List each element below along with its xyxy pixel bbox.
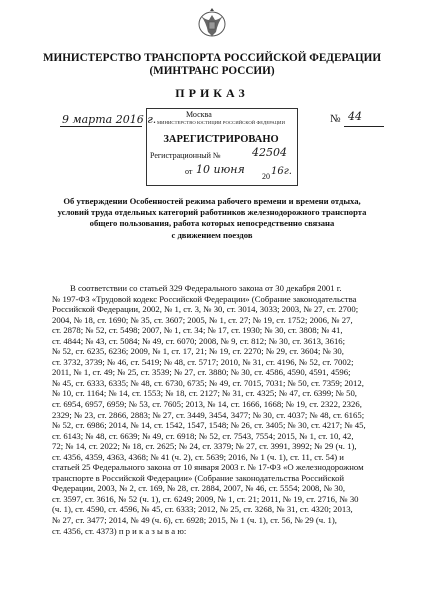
body-line: ст. 6143; № 48, ст. 6639; № 49, ст. 6918; № 52, ст. 7543, 7554; 2015, № 1, ст. 10, 42, [52, 430, 354, 441]
document-body [52, 283, 392, 536]
stamp-reg-label: Регистрационный № [150, 151, 221, 160]
signature-date: 9 марта 2016 г. [62, 113, 157, 126]
body-line: 2011, № 1, ст. 49; № 25, ст. 3539; № 27, ст. 3880; № 30, ст. 4586, 4590, 4591, 4596; [52, 367, 351, 378]
stamp-city: Москва [186, 110, 212, 119]
stamp-reg-number: 42504 [252, 146, 287, 159]
stamp-registered: ЗАРЕГИСТРИРОВАНО [163, 134, 279, 145]
body-line: ст. 3732, 3739; № 46, ст. 5419; № 48, ст. 5717; 2010, № 31, ст. 4196, № 52, ст. 7002; [52, 356, 354, 367]
number-label: № [330, 113, 341, 125]
state-emblem-icon [197, 6, 227, 40]
body-line: 2329; № 23, ст. 2866, 2883; № 27, ст. 3449, 3454, 3477; № 30, ст. 4037; № 48, ст. 6165; [52, 409, 365, 420]
body-line: В соответствии со статьей 329 Федерального закона от 30 декабря 2001 г. [70, 283, 342, 293]
body-line: № 52, ст. 6235, 6236; 2009, № 1, ст. 17, 21; № 19, ст. 2270; № 29, ст. 3604; № 30, [52, 346, 344, 357]
stamp-from-label: от [185, 167, 193, 176]
body-line: ст. 4844; № 43, ст. 5084; № 49, ст. 6070; 2008, № 9, ст. 812; № 30, ст. 3613, 3616; [52, 335, 346, 346]
title-line: общего пользования, работа которых непосредственно связана [89, 218, 335, 229]
body-line: Федерации, 2003, № 2, ст. 169, № 28, ст. 2884, 2007, № 46, ст. 5554; 2008, № 30, [52, 483, 346, 494]
ministry-name [0, 52, 424, 78]
body-line: № 45, ст. 6333, 6335; № 48, ст. 6730, 6735; № 49, ст. 7015, 7031; № 50, ст. 7359; 2012, [52, 377, 364, 388]
body-line: ст. 4356, ст. 4373) п р и к а з ы в а ю: [52, 525, 187, 536]
doc-type: ПРИКАЗ [175, 86, 249, 100]
body-line: № 27, ст. 3477; 2014, № 49 (ч. 6), ст. 6928; 2015, № 1 (ч. 1), ст. 56, № 29 (ч. 1), [52, 515, 337, 526]
title-line: Об утверждении Особенностей режима рабочего времени и времени отдыха, [63, 196, 361, 206]
body-line: ст. 2878; № 52, ст. 5498; 2007, № 1, ст. 34; № 17, ст. 1930; № 30, ст. 3808; № 41, [52, 325, 343, 336]
stamp-year-prefix: 20 [262, 172, 270, 181]
document-title [30, 196, 394, 241]
body-line: Российской Федерации, 2002, № 1, ст. 3, № 30, ст. 3014, 3033; 2003, № 27, ст. 2700; [52, 304, 359, 315]
body-line: статьей 25 Федерального закона от 10 января 2003 г. № 17-ФЗ «О железнодорожном [52, 462, 364, 473]
title-line: с движением поездов [171, 229, 253, 240]
ministry-line-1: МИНИСТЕРСТВО ТРАНСПОРТА РОССИЙСКОЙ ФЕДЕРАЦИИ [42, 52, 382, 64]
body-line: ст. 3597, ст. 3616, № 52 (ч. 1), ст. 6249; 2009, № 1, ст. 21; 2011, № 19, ст. 2716, № 30 [52, 493, 359, 504]
title-line: условий труда отдельных категорий работников железнодорожного транспорта [57, 207, 367, 218]
body-line: № 197-ФЗ «Трудовой кодекс Российской Федерации» (Собрание законодательства [52, 293, 357, 304]
body-line: ст. 4356, 4359, 4363, 4368; № 41 (ч. 2), ст. 5639; 2016, № 1 (ч. 1), ст. 11, ст. 54) и [52, 451, 344, 462]
body-line: № 52, ст. 6986; 2014, № 14, ст. 1542, 1547, 1548; № 26, ст. 3405; № 30, ст. 4217; № 45, [52, 420, 366, 431]
body-line: 72; № 14, ст. 2022; № 18, ст. 2625; № 24, ст. 3379; № 27, ст. 3991, 3992; № 29 (ч. 1), [52, 441, 357, 452]
body-line: ст. 6954, 6957, 6959; № 53, ст. 7605; 2013, № 14, ст. 1666, 1668; № 19, ст. 2322, 2326, [52, 399, 362, 410]
body-line: № 10, ст. 1164; № 14, ст. 1553; № 18, ст. 2127; № 31, ст. 4325; № 47, ст. 6399; № 50, [52, 388, 357, 399]
stamp-year-handwritten: 16г. [271, 166, 292, 177]
body-line: транспорте в Российской Федерации» (Собрание законодательства Российской [52, 472, 345, 483]
number-underline [344, 126, 384, 127]
date-underline [60, 126, 142, 127]
body-line: (ч. 1), ст. 4590, ст. 4596, № 45, ст. 6333; 2012, № 25, ст. 3268, № 31, ст. 4320; 2013, [52, 504, 353, 515]
order-number: 44 [348, 110, 362, 123]
stamp-reg-date: 10 июня [196, 163, 245, 176]
ministry-line-2: (МИНТРАНС РОССИИ) [149, 65, 275, 77]
body-line: 2004, № 18, ст. 1690; № 35, ст. 3607; 2005, № 1, ст. 27; № 19, ст. 1752; 2006, № 27, [52, 314, 353, 325]
stamp-organization: МИНИСТЕРСТВО ЮСТИЦИИ РОССИЙСКОЙ ФЕДЕРАЦИИ [157, 120, 285, 125]
